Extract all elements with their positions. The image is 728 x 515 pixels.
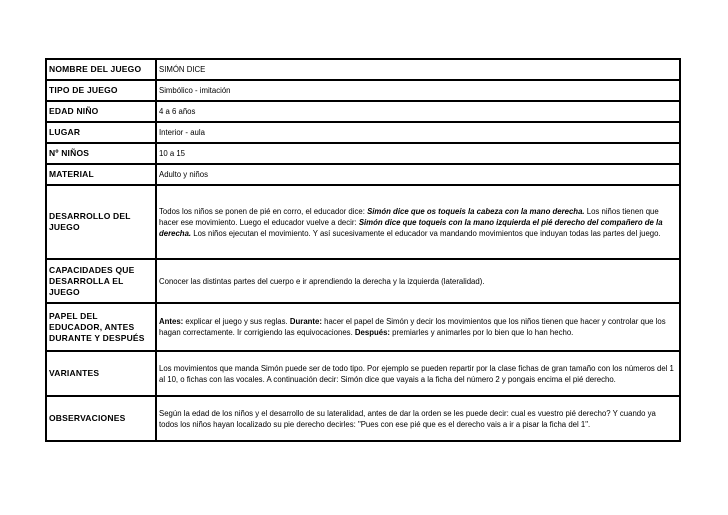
row-ninos	[46, 143, 680, 164]
row-edad	[46, 101, 680, 122]
value-observaciones: Según la edad de los niños y el desarrollo de su lateralidad, antes de dar la orden se les puede decir: cual es vuestro pié derecho? Y cuando ya todos los niños hayan localizado su pie derecho decirles: "Pues con ese pié que es el derecho vais a ir a pisar la ficha del 1".	[156, 396, 680, 441]
desarrollo-emphasis-2: Simón dice que toqueis con la mano izquierda el pié derecho del compañero de la derecha.	[159, 217, 663, 238]
value-lugar: Interior - aula	[156, 122, 680, 143]
label-observaciones: OBSERVACIONES	[46, 396, 156, 441]
label-nombre: NOMBRE DEL JUEGO	[46, 59, 156, 80]
label-papel: PAPEL DEL EDUCADOR, ANTES DURANTE Y DESPUÉS	[46, 303, 156, 351]
row-observaciones	[46, 396, 680, 441]
row-capacidades	[46, 259, 680, 303]
label-capacidades: CAPACIDADES QUE DESARROLLA EL JUEGO	[46, 259, 156, 303]
value-capacidades: Conocer las distintas partes del cuerpo e ir aprendiendo la derecha y la izquierda (lateralidad).	[156, 259, 680, 303]
value-variantes: Los movimientos que manda Simón puede ser de todo tipo. Por ejemplo se pueden repartir por la clase fichas de gran tamaño con los números del 1 al 10, o fichas con las vocales. A continuación decir: Simón dice que vayais a la ficha del número 2 y pongais encima el pié derecho.	[156, 351, 680, 396]
papel-despues-text: premiarles y animarles por lo bien que lo han hecho.	[390, 328, 574, 337]
value-nombre: SIMÓN DICE	[156, 59, 680, 80]
papel-durante-label: Durante:	[289, 317, 322, 326]
row-nombre	[46, 59, 680, 80]
row-variantes	[46, 351, 680, 396]
papel-durante-text: hacer el papel de Simón y decir los movimientos que los niños tienen que hacer y controlar que los hagan correctamente. Ir corrigiendo las equivocaciones.	[159, 317, 666, 337]
row-papel	[46, 303, 680, 351]
value-material: Adulto y niños	[156, 164, 680, 185]
label-ninos: Nº NIÑOS	[46, 143, 156, 164]
value-tipo: Simbólico - imitación	[156, 80, 680, 101]
desarrollo-text-3: Los niños ejecutan el movimiento. Y así sucesivamente el educador va mandando movimientos que induyan todas las partes del juego.	[191, 228, 661, 238]
value-edad: 4 a 6 años	[156, 101, 680, 122]
value-desarrollo	[156, 185, 680, 259]
label-tipo: TIPO DE JUEGO	[46, 80, 156, 101]
row-desarrollo	[46, 185, 680, 259]
row-material	[46, 164, 680, 185]
label-material: MATERIAL	[46, 164, 156, 185]
value-papel	[156, 303, 680, 351]
papel-despues-label: Después:	[354, 328, 391, 337]
row-tipo	[46, 80, 680, 101]
desarrollo-text-2: Los niños tienen que hacer ese movimiento. Luego el educador vuelve a decir:	[159, 206, 659, 227]
label-variantes: VARIANTES	[46, 351, 156, 396]
label-desarrollo: DESARROLLO DEL JUEGO	[46, 185, 156, 259]
label-lugar: LUGAR	[46, 122, 156, 143]
papel-antes-label: Antes:	[159, 317, 184, 326]
desarrollo-emphasis-1: Simón dice que os toqueis la cabeza con la mano derecha.	[367, 206, 585, 216]
label-edad: EDAD NIÑO	[46, 101, 156, 122]
value-ninos: 10 a 15	[156, 143, 680, 164]
desarrollo-text-1: Todos los niños se ponen de pié en corro, el educador dice:	[159, 206, 368, 216]
row-lugar	[46, 122, 680, 143]
papel-antes-text: explicar el juego y sus reglas.	[183, 317, 290, 326]
game-card-table	[45, 58, 681, 442]
